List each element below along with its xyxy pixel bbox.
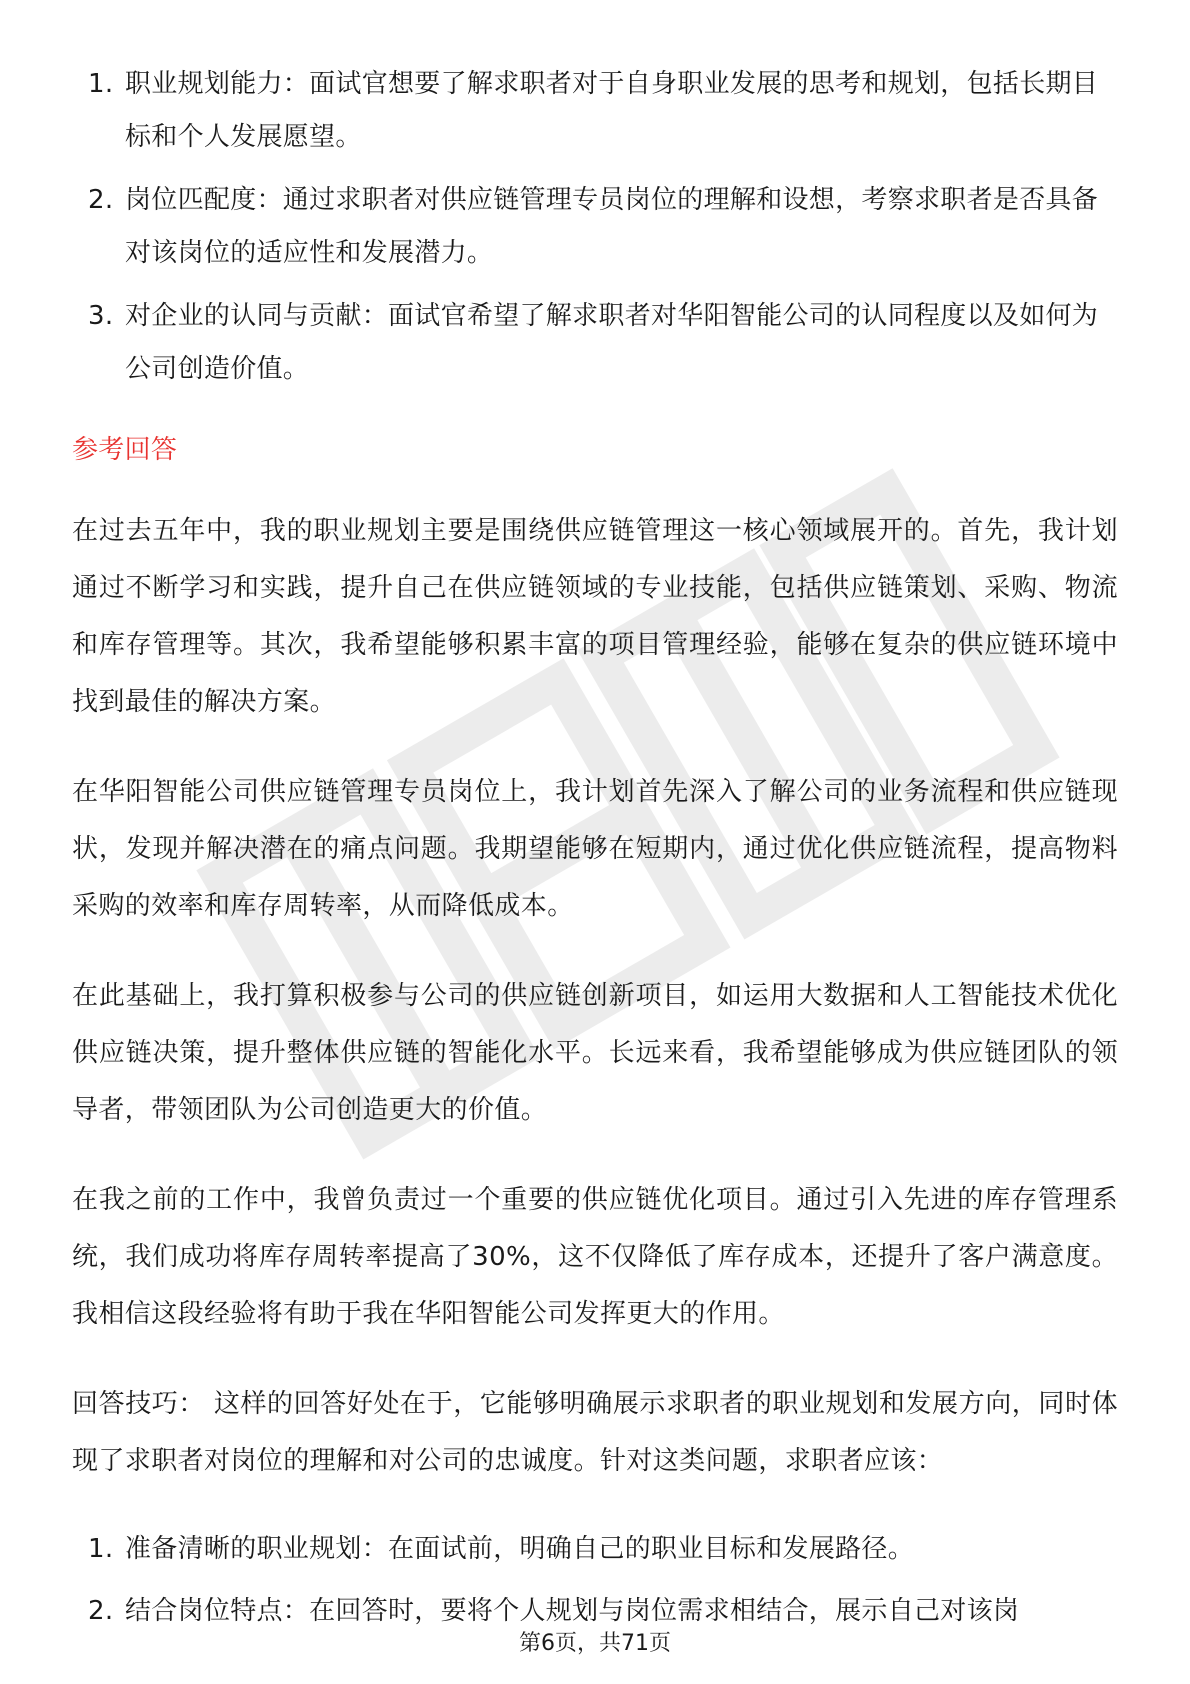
- answer-paragraph: 在此基础上，我打算积极参与公司的供应链创新项目，如运用大数据和人工智能技术优化供应链决策，提升整体供应链的智能化水平。长远来看，我希望能够成为供应链团队的领导者，带领团队为公司创造更大的价值。: [72, 981, 1118, 1125]
- page-number-footer: 第6页，共71页: [519, 1631, 671, 1656]
- list-text: 职业规划能力：面试官想要了解求职者对于自身职业发展的思考和规划，包括长期目标和个人发展愿望。: [125, 69, 1099, 152]
- list-item: [72, 1521, 1118, 1577]
- section-heading: 参考回答: [72, 435, 178, 465]
- tips-intro-paragraph: 回答技巧： 这样的回答好处在于，它能够明确展示求职者的职业规划和发展方向，同时体现了求职者对岗位的理解和对公司的忠诚度。针对这类问题，求职者应该：: [72, 1389, 1118, 1476]
- list-number: 1.: [88, 69, 114, 99]
- list-number: 2.: [88, 1596, 114, 1626]
- list-text: 准备清晰的职业规划：在面试前，明确自己的职业目标和发展路径。: [125, 1534, 915, 1564]
- list-text: 岗位匹配度：通过求职者对供应链管理专员岗位的理解和设想，考察求职者是否具备对该岗位的适应性和发展潜力。: [125, 185, 1099, 268]
- tips-list: [72, 1521, 1118, 1639]
- answer-paragraph: 在我之前的工作中，我曾负责过一个重要的供应链优化项目。通过引入先进的库存管理系统，我们成功将库存周转率提高了30%，这不仅降低了库存成本，还提升了客户满意度。我相信这段经验将有助于我在华阳智能公司发挥更大的作用。: [72, 1185, 1118, 1329]
- list-item: [72, 58, 1118, 164]
- list-text: 结合岗位特点：在回答时，要将个人规划与岗位需求相结合，展示自己对该岗: [125, 1596, 1020, 1626]
- list-number: 1.: [88, 1534, 114, 1564]
- answer-paragraph: 在华阳智能公司供应链管理专员岗位上，我计划首先深入了解公司的业务流程和供应链现状，发现并解决潜在的痛点问题。我期望能够在短期内，通过优化供应链流程，提高物料采购的效率和库存周转率，从而降低成本。: [72, 777, 1118, 921]
- document-body: [72, 58, 1118, 1645]
- list-text: 对企业的认同与贡献：面试官希望了解求职者对华阳智能公司的认同程度以及如何为公司创造价值。: [125, 301, 1099, 384]
- list-number: 3.: [88, 301, 114, 331]
- list-item: [72, 290, 1118, 396]
- list-number: 2.: [88, 185, 114, 215]
- answer-paragraph: 在过去五年中，我的职业规划主要是围绕供应链管理这一核心领域展开的。首先，我计划通过不断学习和实践，提升自己在供应链领域的专业技能，包括供应链策划、采购、物流和库存管理等。其次，我希望能够积累丰富的项目管理经验，能够在复杂的供应链环境中找到最佳的解决方案。: [72, 516, 1118, 717]
- list-item: [72, 174, 1118, 280]
- evaluation-criteria-list: [72, 58, 1118, 396]
